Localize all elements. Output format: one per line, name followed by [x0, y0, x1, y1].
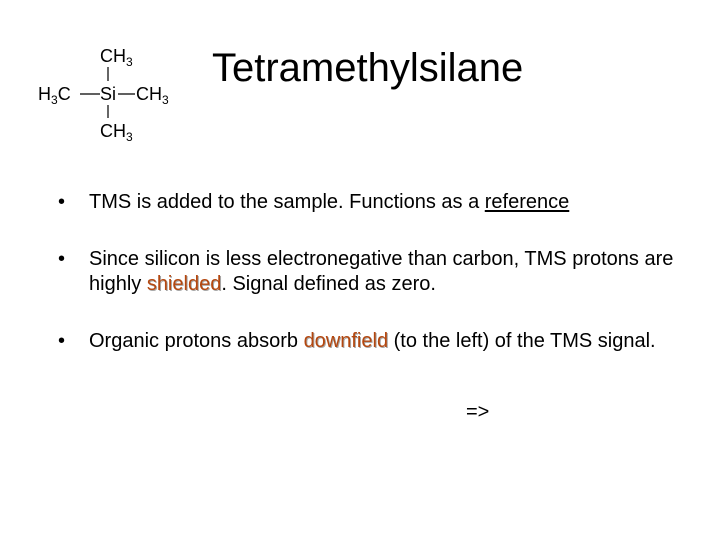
bullet-text: Organic protons absorb: [89, 330, 304, 352]
next-slide-arrow[interactable]: =>: [466, 401, 490, 423]
structure-top-group: $CH_3$: [100, 46, 133, 69]
bullet-text: Since silicon is less electronegative than carbon, TMS protons are highly: [89, 248, 674, 295]
bullet-marker: •: [58, 330, 66, 352]
structure-bottom-group: $CH_3$: [100, 121, 133, 144]
structure-right-group: $CH_3$: [136, 84, 169, 107]
bullet-item-reference: [58, 190, 678, 215]
reference-link[interactable]: reference: [484, 191, 570, 213]
structure-left-group: $H_3C$: [38, 84, 71, 107]
tms-structure-diagram: [34, 42, 194, 147]
bullet-text-end: (to the left) of the TMS signal.: [388, 330, 656, 352]
bullet-text-end: . Signal defined as zero.: [221, 273, 436, 295]
tms-structure-svg: [34, 42, 194, 147]
bullet-marker: •: [58, 248, 66, 270]
highlight-shielded: shielded: [146, 273, 222, 295]
bullet-text: TMS is added to the sample. Functions as a: [89, 191, 485, 213]
bullet-marker: •: [58, 191, 66, 213]
bullet-item-shielded: [58, 247, 678, 297]
bullet-list: [58, 190, 678, 354]
highlight-downfield: downfield: [303, 330, 389, 352]
slide-title: Tetramethylsilane: [212, 46, 524, 90]
structure-center-atom: Si: [100, 84, 117, 104]
bullet-item-downfield: [58, 329, 678, 354]
